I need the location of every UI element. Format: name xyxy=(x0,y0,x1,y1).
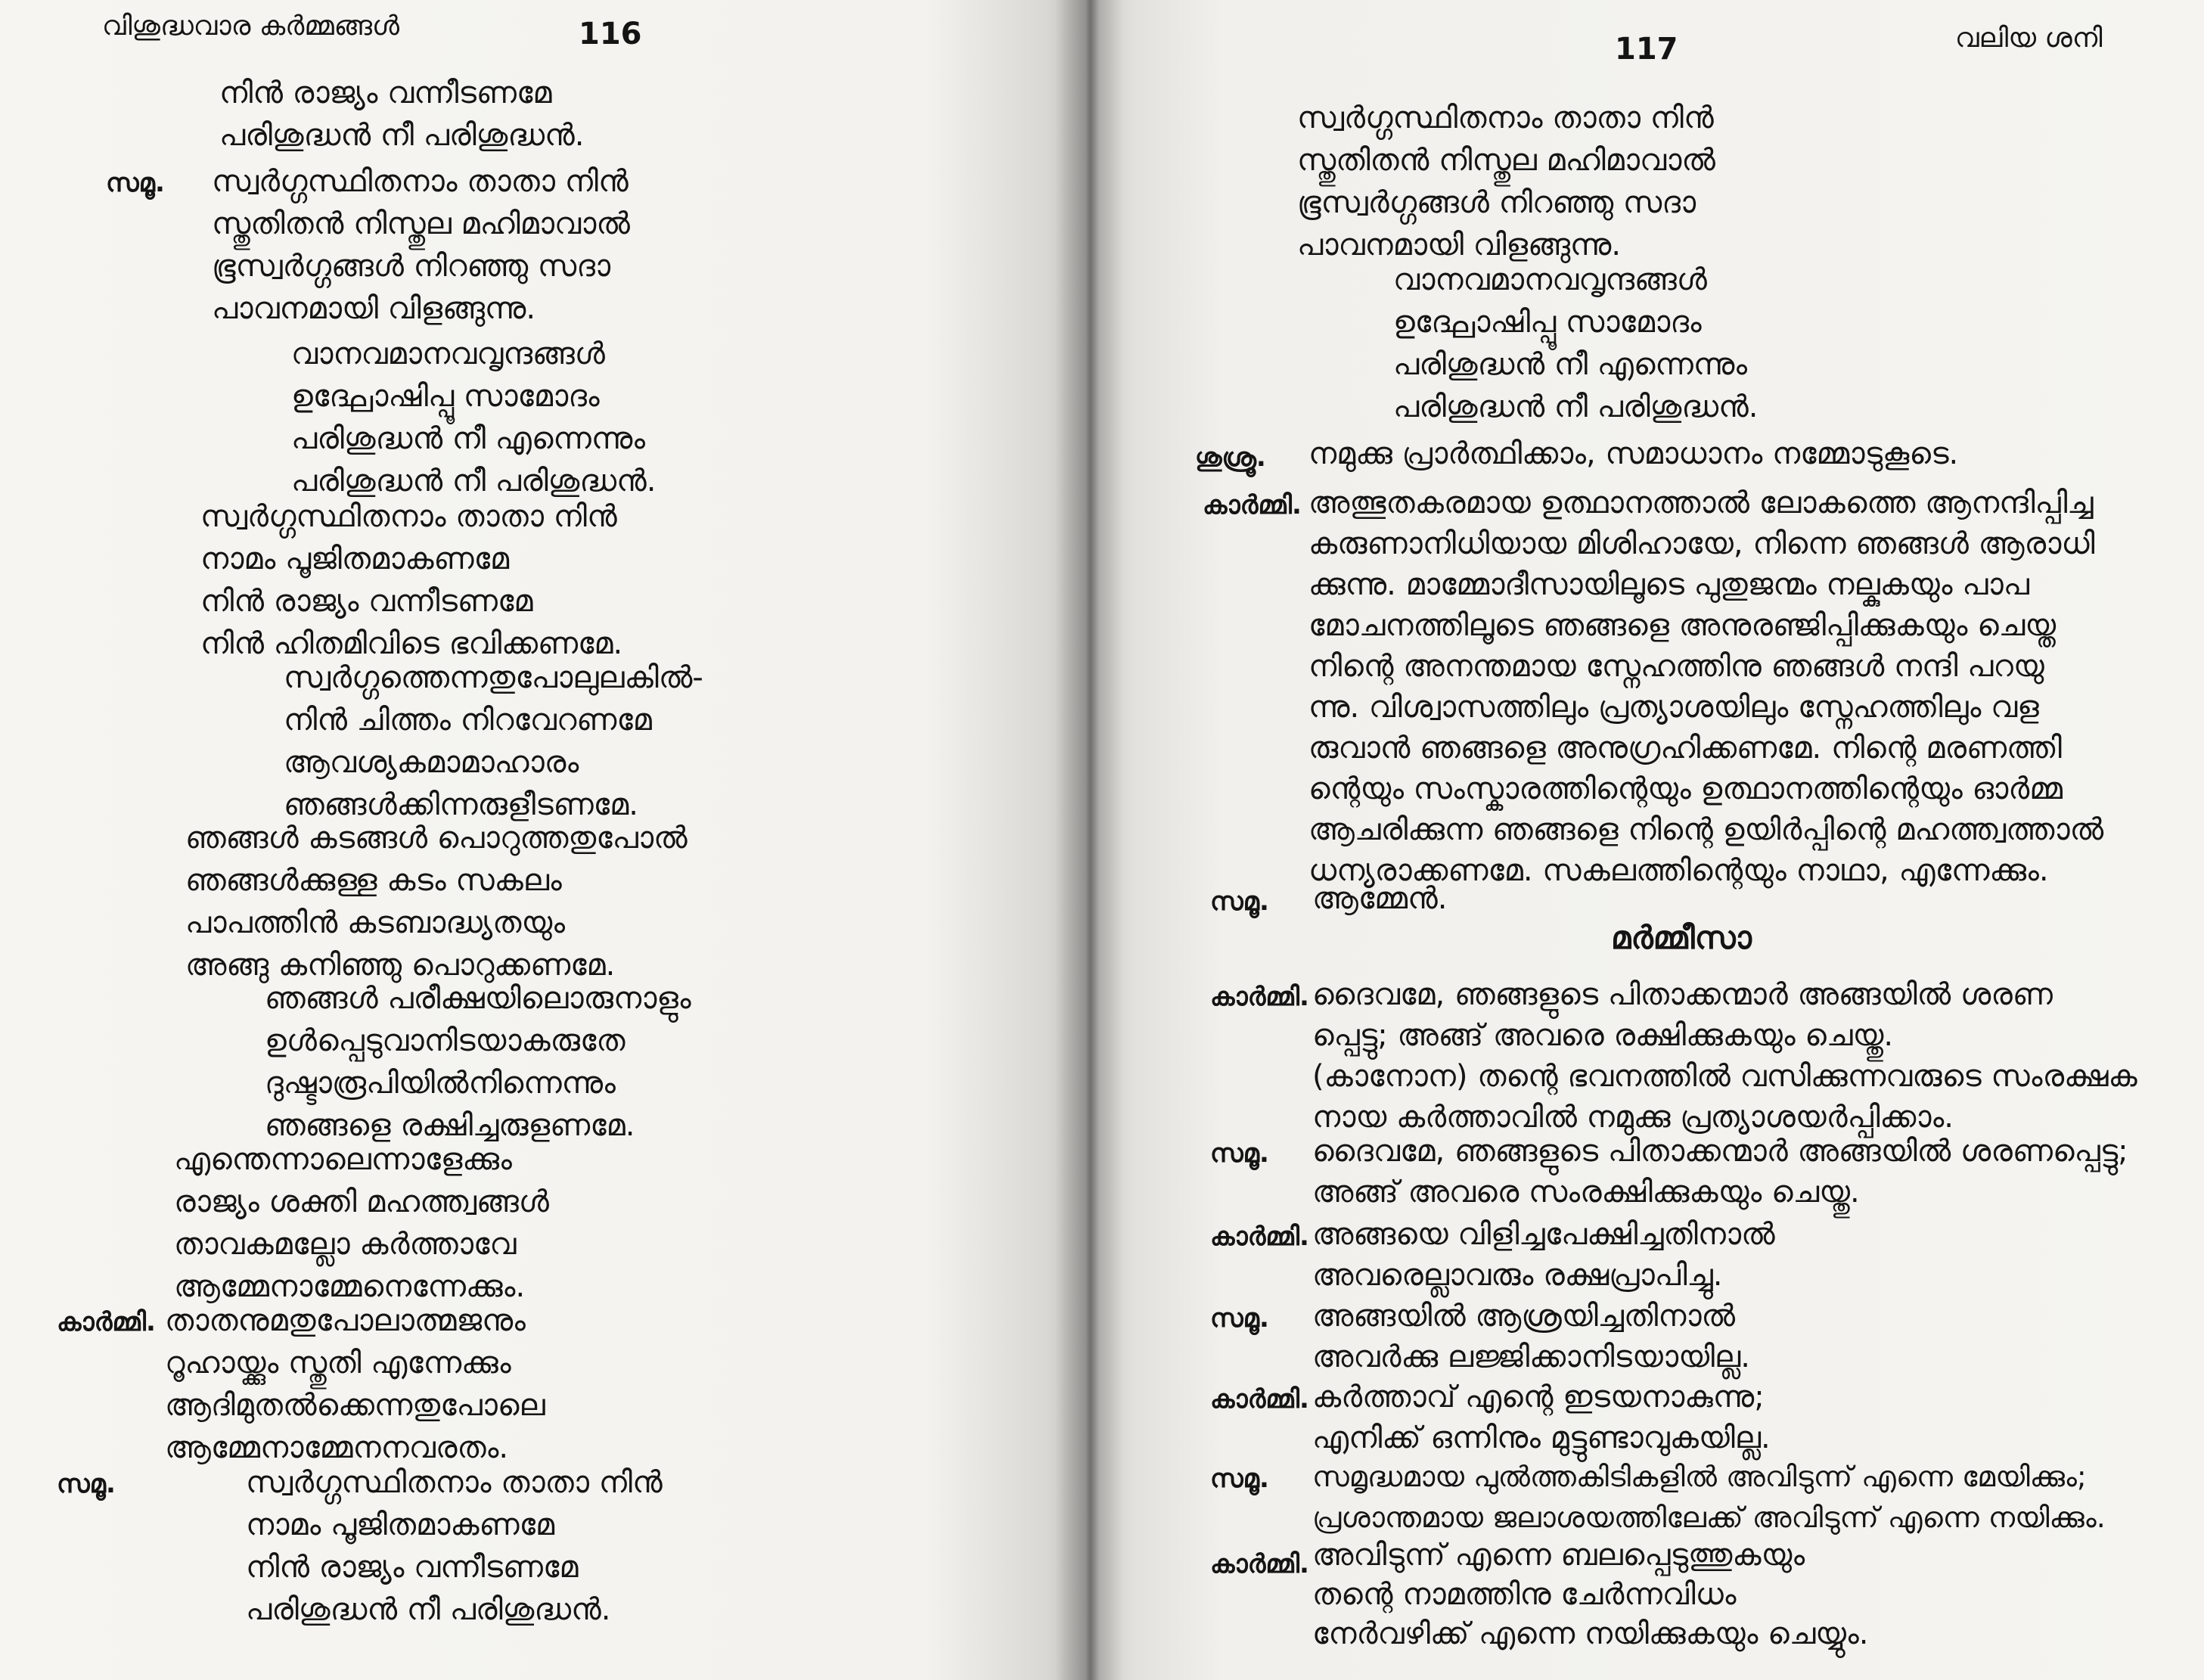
speaker-label: കാർമ്മി. xyxy=(1210,982,1309,1012)
verse-line: ക്കുന്നു. മാമ്മോദീസായിലൂടെ പുതുജന്മം നല്കുകയും പാപ xyxy=(1308,567,2029,602)
verse-line: ന്നു. വിശ്വാസത്തിലും പ്രത്യാശയിലും സ്നേഹത്തിലും വള xyxy=(1308,690,2039,725)
left-page xyxy=(0,0,1089,1680)
verse-block xyxy=(1312,974,2137,1138)
verse-line: കരുണാനിധിയായ മിശിഹായേ, നിന്നെ ഞങ്ങൾ ആരാധി xyxy=(1308,526,2095,561)
verse-block xyxy=(212,160,630,330)
speaker-label: കാർമ്മി. xyxy=(1210,1549,1309,1579)
verse-line: തന്റെ നാമത്തിനു ചേർന്നവിധം xyxy=(1312,1577,1737,1612)
verse-line: പരിശുദ്ധൻ നീ പരിശുദ്ധൻ. xyxy=(291,464,657,498)
verse-line: ദുഷ്ടാരൂപിയിൽനിന്നെന്നും xyxy=(265,1066,616,1101)
verse-block xyxy=(291,333,657,502)
book-gutter-shadow xyxy=(1055,0,1123,1680)
verse-line: അവരെല്ലാവരും രക്ഷപ്രാപിച്ചു. xyxy=(1312,1258,1723,1293)
verse-block xyxy=(1312,1536,1869,1654)
verse-line: എനിക്ക് ഒന്നിനും മുട്ടുണ്ടാവുകയില്ല. xyxy=(1312,1421,1771,1455)
verse-line: ഞങ്ങൾ കടങ്ങൾ പൊറുത്തതുപോൽ xyxy=(185,821,688,856)
speaker-label: കാർമ്മി. xyxy=(1203,490,1302,520)
verse-block xyxy=(185,817,688,986)
verse-line: നിൻ രാജ്യം വന്നീടണമേ xyxy=(200,584,533,619)
verse-line: ദൈവമേ, ഞങ്ങളുടെ പിതാക്കന്മാർ അങ്ങയിൽ ശരണ xyxy=(1312,977,2053,1012)
verse-block xyxy=(1312,1377,1771,1458)
left-page-header-title: വിശുദ്ധവാര കർമ്മങ്ങൾ xyxy=(102,11,400,42)
verse-line: സ്വർഗ്ഗത്തെന്നതുപോലുലകിൽ- xyxy=(284,660,703,695)
verse-block xyxy=(200,495,622,665)
right-page-header-title: വലിയ ശനി xyxy=(1955,23,2103,54)
verse-line: രുവാൻ ഞങ്ങളെ അനുഗ്രഹിക്കണമേ. നിന്റെ മരണത്തി xyxy=(1308,731,2062,765)
verse-block xyxy=(1308,433,1958,475)
verse-line: ഉദ്ഘോഷിപ്പൂ സാമോദം xyxy=(291,379,600,414)
verse-line: സ്തുതിതൻ നിസ്തുല മഹിമാവാൽ xyxy=(212,207,630,241)
verse-line: അങ്ങയെ വിളിച്ചപേക്ഷിച്ചതിനാൽ xyxy=(1312,1217,1775,1252)
verse-line: നിൻ രാജ്യം വന്നീടണമേ xyxy=(219,76,552,110)
verse-line: രാജ്യം ശക്തി മഹത്ത്വങ്ങൾ xyxy=(174,1185,549,1219)
verse-line: പാവനമായി വിളങ്ങുന്നു. xyxy=(1297,228,1622,262)
right-page xyxy=(1089,0,2204,1680)
verse-line: നിൻ രാജ്യം വന്നീടണമേ xyxy=(246,1550,579,1585)
speaker-label: കാർമ്മി. xyxy=(57,1307,156,1337)
verse-line: എന്തെന്നാലെന്നാളേക്കും xyxy=(174,1142,512,1177)
verse-line: ആദിമുതൽക്കെന്നതുപോലെ xyxy=(165,1388,545,1423)
verse-line: താവകമല്ലോ കർത്താവേ xyxy=(174,1227,517,1262)
verse-line: ആവശ്യകമാമാഹാരം xyxy=(284,745,579,780)
verse-line: (കാനോന) തന്റെ ഭവനത്തിൽ വസിക്കുന്നവരുടെ സംരക്ഷക xyxy=(1312,1059,2137,1094)
verse-line: അവർക്കു ലജ്ജിക്കാനിടയായില്ല. xyxy=(1312,1340,1750,1374)
speaker-label: സമൂ. xyxy=(1210,887,1269,917)
verse-line: ഭൂസ്വർഗ്ഗങ്ങൾ നിറഞ്ഞു സദാ xyxy=(1297,185,1696,220)
verse-line: സ്വർഗ്ഗസ്ഥിതനാം താതാ നിൻ xyxy=(200,499,617,534)
verse-line: ഉദ്ഘോഷിപ്പൂ സാമോദം xyxy=(1393,305,1702,340)
verse-line: ധന്യരാക്കണമേ. സകലത്തിന്റെയും നാഥാ, എന്നേക്കും. xyxy=(1308,853,2049,888)
verse-line: നായ കർത്താവിൽ നമുക്കു പ്രത്യാശയർപ്പിക്കാം. xyxy=(1312,1100,1954,1135)
verse-line: ഞങ്ങൾക്കുള്ള കടം സകലം xyxy=(185,863,562,898)
verse-block xyxy=(284,657,703,826)
verse-line: അങ്ങ് അവരെ സംരക്ഷിക്കുകയും ചെയ്തു. xyxy=(1312,1175,1860,1210)
verse-line: പാവനമായി വിളങ്ങുന്നു. xyxy=(212,291,536,326)
verse-line: നമുക്കു പ്രാർത്ഥിക്കാം, സമാധാനം നമ്മോടുകൂടെ. xyxy=(1308,436,1959,471)
speaker-label: സമൂ. xyxy=(1210,1138,1269,1169)
verse-block xyxy=(219,72,585,157)
verse-line: പരിശുദ്ധൻ നീ പരിശുദ്ധൻ. xyxy=(1393,390,1759,424)
verse-line: അങ്ങയിൽ ആശ്രയിച്ചതിനാൽ xyxy=(1312,1299,1736,1334)
verse-block xyxy=(246,1461,663,1631)
verse-block xyxy=(1312,1214,1775,1296)
verse-line: ആമ്മേനാമ്മേനെന്നേക്കും. xyxy=(174,1269,526,1304)
verse-line: പരിശുദ്ധൻ നീ പരിശുദ്ധൻ. xyxy=(246,1592,611,1627)
verse-line: ഭൂസ്വർഗ്ഗങ്ങൾ നിറഞ്ഞു സദാ xyxy=(212,249,611,284)
verse-line: പരിശുദ്ധൻ നീ എന്നെന്നും xyxy=(1393,347,1748,382)
verse-line: പരിശുദ്ധൻ നീ പരിശുദ്ധൻ. xyxy=(219,118,585,153)
speaker-label: സമൂ. xyxy=(106,168,165,198)
verse-block xyxy=(165,1300,545,1469)
verse-line: അങ്ങു കനിഞ്ഞു പൊറുക്കണമേ. xyxy=(185,948,616,983)
verse-block xyxy=(1312,1131,2128,1213)
verse-line: നാമം പൂജിതമാകണമേ xyxy=(246,1508,555,1542)
verse-block xyxy=(174,1138,549,1308)
verse-line: ഉൾപ്പെടുവാനിടയാകരുതേ xyxy=(265,1023,626,1058)
verse-line: സമൃദ്ധമായ പുൽത്തകിടികളിൽ അവിടുന്ന് എന്നെ മേയിക്കും; xyxy=(1312,1460,2087,1493)
verse-block xyxy=(1297,97,1715,266)
verse-line: മോചനത്തിലൂടെ ഞങ്ങളെ അനുരഞ്ജിപ്പിക്കുകയും ചെയ്ത xyxy=(1308,608,2057,643)
verse-line: റൂഹായ്ക്കും സ്തുതി എന്നേക്കും xyxy=(165,1346,511,1380)
verse-line: നാമം പൂജിതമാകണമേ xyxy=(200,542,510,576)
verse-line: പരിശുദ്ധൻ നീ എന്നെന്നും xyxy=(291,421,646,456)
verse-line: ആചരിക്കുന്ന ഞങ്ങളെ നിന്റെ ഉയിർപ്പിന്റെ മഹത്ത്വത്താൽ xyxy=(1308,812,2104,847)
section-heading: മർമ്മീസാ xyxy=(1611,919,1752,956)
verse-line: സ്തുതിതൻ നിസ്തുല മഹിമാവാൽ xyxy=(1297,143,1715,178)
speaker-label: കാർമ്മി. xyxy=(1210,1384,1309,1414)
verse-line: അത്ഭുതകരമായ ഉത്ഥാനത്താൽ ലോകത്തെ ആനന്ദിപ്പിച്ച xyxy=(1308,486,2094,520)
verse-line: ഞങ്ങൾ പരീക്ഷയിലൊരുനാളും xyxy=(265,981,691,1016)
verse-line: വാനവമാനവവൃന്ദങ്ങൾ xyxy=(291,337,605,371)
verse-block xyxy=(1308,483,2103,891)
verse-line: നേർവഴിക്ക് എന്നെ നയിക്കുകയും ചെയ്യും. xyxy=(1312,1616,1869,1651)
verse-line: പ്പെട്ടു; അങ്ങ് അവരെ രക്ഷിക്കുകയും ചെയ്തു. xyxy=(1312,1018,1894,1053)
verse-block xyxy=(1393,259,1759,428)
verse-line: നിൻ ഹിതമിവിടെ ഭവിക്കണമേ. xyxy=(200,626,623,661)
speaker-label: കാർമ്മി. xyxy=(1210,1222,1309,1252)
verse-line: കർത്താവ് എന്റെ ഇടയനാകുന്നു; xyxy=(1312,1380,1765,1414)
verse-line: ന്റെയും സംസ്കാരത്തിന്റെയും ഉത്ഥാനത്തിന്റെയും ഓർമ്മ xyxy=(1308,772,2063,806)
verse-line: സ്വർഗ്ഗസ്ഥിതനാം താതാ നിൻ xyxy=(246,1465,663,1500)
speaker-label: സമൂ. xyxy=(57,1469,116,1499)
verse-line: ഞങ്ങളെ രക്ഷിച്ചരുളണമേ. xyxy=(265,1108,635,1143)
verse-line: സ്വർഗ്ഗസ്ഥിതനാം താതാ നിൻ xyxy=(212,164,629,199)
verse-line: നിൻ ചിത്തം നിറവേറണമേ xyxy=(284,703,652,738)
verse-line: അവിടുന്ന് എന്നെ ബലപ്പെടുത്തുകയും xyxy=(1312,1538,1805,1573)
verse-line: ദൈവമേ, ഞങ്ങളുടെ പിതാക്കന്മാർ അങ്ങയിൽ ശരണപ്പെട്ടു; xyxy=(1312,1134,2128,1169)
speaker-label: സമൂ. xyxy=(1210,1303,1269,1334)
verse-line: താതനുമതുപോലാത്മജനും xyxy=(165,1303,526,1338)
speaker-label: ശുശ്രൂ. xyxy=(1195,443,1266,473)
verse-line: പാപത്തിൻ കടബാദ്ധ്യതയും xyxy=(185,905,565,940)
verse-block xyxy=(1312,877,1447,920)
verse-block xyxy=(265,977,691,1147)
left-page-number: 116 xyxy=(579,17,642,51)
verse-line: വാനവമാനവവൃന്ദങ്ങൾ xyxy=(1393,262,1707,297)
verse-line: സ്വർഗ്ഗസ്ഥിതനാം താതാ നിൻ xyxy=(1297,101,1714,135)
verse-line: പ്രശാന്തമായ ജലാശയത്തിലേക്ക് അവിടുന്ന് എന്നെ നയിക്കും. xyxy=(1312,1501,2106,1534)
verse-line: ഞങ്ങൾക്കിന്നരുളീടണമേ. xyxy=(284,787,638,822)
right-page-number: 117 xyxy=(1615,32,1678,67)
verse-line: നിന്റെ അനന്തമായ സ്നേഹത്തിനു ഞങ്ങൾ നന്ദി പറയു xyxy=(1308,649,2044,684)
verse-block xyxy=(1312,1296,1750,1377)
verse-block xyxy=(1312,1456,2106,1538)
speaker-label: സമൂ. xyxy=(1210,1464,1269,1494)
verse-line: ആമ്മേനാമ്മേനനവരതം. xyxy=(165,1430,509,1465)
verse-line: ആമ്മേൻ. xyxy=(1312,881,1448,916)
